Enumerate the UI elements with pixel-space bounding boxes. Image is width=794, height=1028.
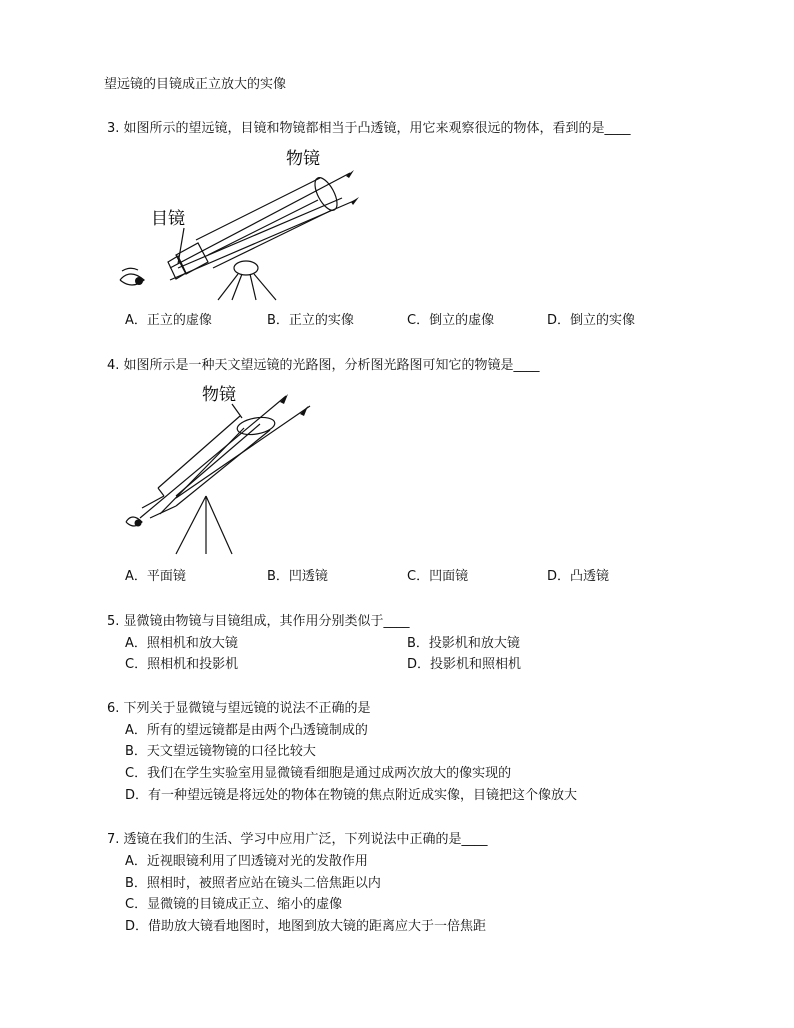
question-text: 如图所示是一种天文望远镜的光路图，分析图光路图可知它的物镜是____ [123,358,540,373]
question-5 [107,613,410,631]
q6-option-b[interactable]: B．天文望远镜物镜的口径比较大 [125,744,316,759]
question-3 [107,120,631,138]
question-text: 下列关于显微镜与望远镜的说法不正确的是 [123,701,371,716]
objective-label: 物镜 [202,385,236,405]
question-7 [107,831,488,849]
question-text: 显微镜由物镜与目镜组成，其作用分别类似于____ [123,614,410,629]
q4-option-a[interactable]: A．平面镜 [125,569,186,584]
telescope-figure-4 [120,378,330,563]
q6-option-d[interactable]: D．有一种望远镜是将远处的物体在物镜的焦点附近成实像，目镜把这个像放大 [125,788,578,803]
q7-option-c[interactable]: C．显微镜的目镜成正立、缩小的虚像 [125,897,343,912]
question-6 [107,700,371,718]
q3-option-a[interactable]: A．正立的虚像 [125,313,212,328]
q3-option-d[interactable]: D．倒立的实像 [547,313,636,328]
q5-option-d[interactable]: D．投影机和照相机 [407,657,522,672]
question-number: 6. [107,701,120,716]
question-number: 3. [107,121,120,136]
q5-option-b[interactable]: B．投影机和放大镜 [407,636,520,651]
question-4 [107,357,540,375]
q7-option-d[interactable]: D．借助放大镜看地图时，地图到放大镜的距离应大于一倍焦距 [125,919,487,934]
q5-option-a[interactable]: A．照相机和放大镜 [125,636,238,651]
question-number: 4. [107,358,120,373]
question-text: 透镜在我们的生活、学习中应用广泛，下列说法中正确的是____ [123,832,488,847]
q3-option-b[interactable]: B．正立的实像 [267,313,354,328]
question-text: 如图所示的望远镜，目镜和物镜都相当于凸透镜，用它来观察很远的物体，看到的是____ [123,121,631,136]
question-number: 5. [107,614,120,629]
q5-option-c[interactable]: C．照相机和投影机 [125,657,239,672]
q7-option-a[interactable]: A．近视眼镜利用了凹透镜对光的发散作用 [125,854,368,869]
objective-label: 物镜 [286,149,320,169]
q4-option-c[interactable]: C．凹面镜 [407,569,469,584]
eyepiece-label: 目镜 [151,209,185,229]
q4-option-b[interactable]: B．凹透镜 [267,569,328,584]
telescope-figure-3 [110,140,370,310]
q6-option-a[interactable]: A．所有的望远镜都是由两个凸透镜制成的 [125,723,368,738]
page-title: 望远镜的目镜成正立放大的实像 [104,77,287,92]
q6-option-c[interactable]: C．我们在学生实验室用显微镜看细胞是通过成两次放大的像实现的 [125,766,512,781]
question-number: 7. [107,832,120,847]
q4-option-d[interactable]: D．凸透镜 [547,569,610,584]
q3-option-c[interactable]: C．倒立的虚像 [407,313,495,328]
q7-option-b[interactable]: B．照相时，被照者应站在镜头二倍焦距以内 [125,876,381,891]
